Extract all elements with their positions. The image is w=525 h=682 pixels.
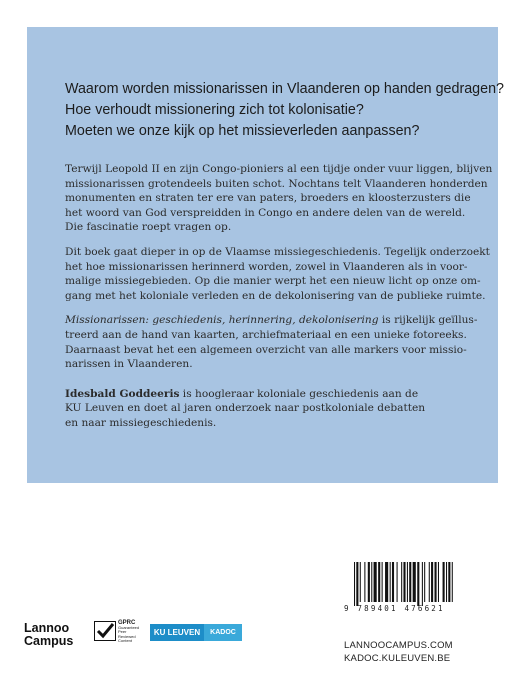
text-line: narissen in Vlaanderen. bbox=[65, 358, 193, 371]
text-line: het woord van God verspreidden in Congo en andere delen van de wereld. bbox=[65, 206, 466, 219]
gprc-logo bbox=[118, 621, 144, 644]
author-name: Idesbald Goddeeris bbox=[65, 387, 180, 400]
text-line: en naar missiegeschiedenis. bbox=[65, 416, 217, 429]
question-block bbox=[65, 79, 504, 142]
question-line: Hoe verhoudt missionering zich tot kolonisatie? bbox=[65, 102, 364, 118]
text-fragment: is hoogleraar koloniale geschiedenis aan de bbox=[179, 387, 419, 400]
barcode-bars bbox=[354, 562, 486, 606]
text-line: Dit boek gaat dieper in op de Vlaamse missiegeschiedenis. Tegelijk onderzoekt bbox=[65, 245, 490, 258]
text-line bbox=[65, 387, 495, 402]
logo-text: Campus bbox=[24, 634, 74, 648]
text-line: missionarissen grotendeels buiten schot. Nochtans telt Vlaanderen honderden bbox=[65, 177, 488, 190]
gprc-check-icon bbox=[94, 621, 116, 641]
text-line: KU Leuven en doet al jaren onderzoek naar postkoloniale debatten bbox=[65, 402, 426, 415]
kadoc-url[interactable]: KADOC.KULEUVEN.BE bbox=[344, 653, 451, 664]
question-line: Moeten we onze kijk op het missieverleden aanpassen? bbox=[65, 123, 420, 139]
paragraph-author bbox=[65, 387, 495, 431]
text-line: treerd aan de hand van kaarten, archiefmateriaal en een unieke fotoreeks. bbox=[65, 328, 467, 341]
paragraph-scope bbox=[65, 245, 495, 303]
text-line: Terwijl Leopold II en zijn Congo-pioniers al een tijdje onder vuur liggen, blijven bbox=[65, 163, 493, 175]
back-cover-panel bbox=[27, 27, 504, 483]
text-line: Die fascinatie roept vragen op. bbox=[65, 221, 232, 234]
text-line: gang met het koloniale verleden en de dekolonisering van de publieke ruimte. bbox=[65, 289, 486, 302]
text-line: Daarnaast bevat het een algemeen overzicht van alle markers voor missio- bbox=[65, 343, 467, 356]
text-line bbox=[65, 313, 495, 328]
text-line: het hoe missionarissen herinnerd worden, zowel in Vlaanderen als in voor- bbox=[65, 260, 468, 273]
isbn-barcode bbox=[340, 556, 500, 634]
ku-leuven-logo: KU LEUVEN bbox=[150, 624, 204, 641]
publisher-url[interactable]: LANNOOCAMPUS.COM bbox=[344, 640, 453, 651]
question-line: Waarom worden missionarissen in Vlaanderen op handen gedragen? bbox=[65, 81, 504, 97]
lannoo-campus-logo bbox=[24, 622, 73, 648]
blurb-text bbox=[65, 162, 495, 441]
paragraph-contents bbox=[65, 313, 495, 371]
text-line: malige missiegebieden. Op die manier werpt het een nieuw licht op onze om- bbox=[65, 275, 481, 288]
logo-text: Guaranteed Peer Reviewed Content bbox=[118, 624, 140, 644]
logo-text: Lannoo bbox=[24, 621, 70, 635]
text-line: monumenten en straten ter ere van paters, broeders en kloosterzusters die bbox=[65, 192, 471, 205]
paragraph-intro bbox=[65, 162, 495, 235]
kadoc-logo: KADOC bbox=[204, 624, 242, 641]
text-fragment: is rijkelijk geïllus- bbox=[378, 314, 478, 327]
book-title: Missionarissen: geschiedenis, herinnering, dekolonisering bbox=[65, 314, 379, 327]
barcode-digits: 9 789401 476621 bbox=[344, 604, 445, 613]
logo-text: GPRC bbox=[118, 620, 136, 626]
